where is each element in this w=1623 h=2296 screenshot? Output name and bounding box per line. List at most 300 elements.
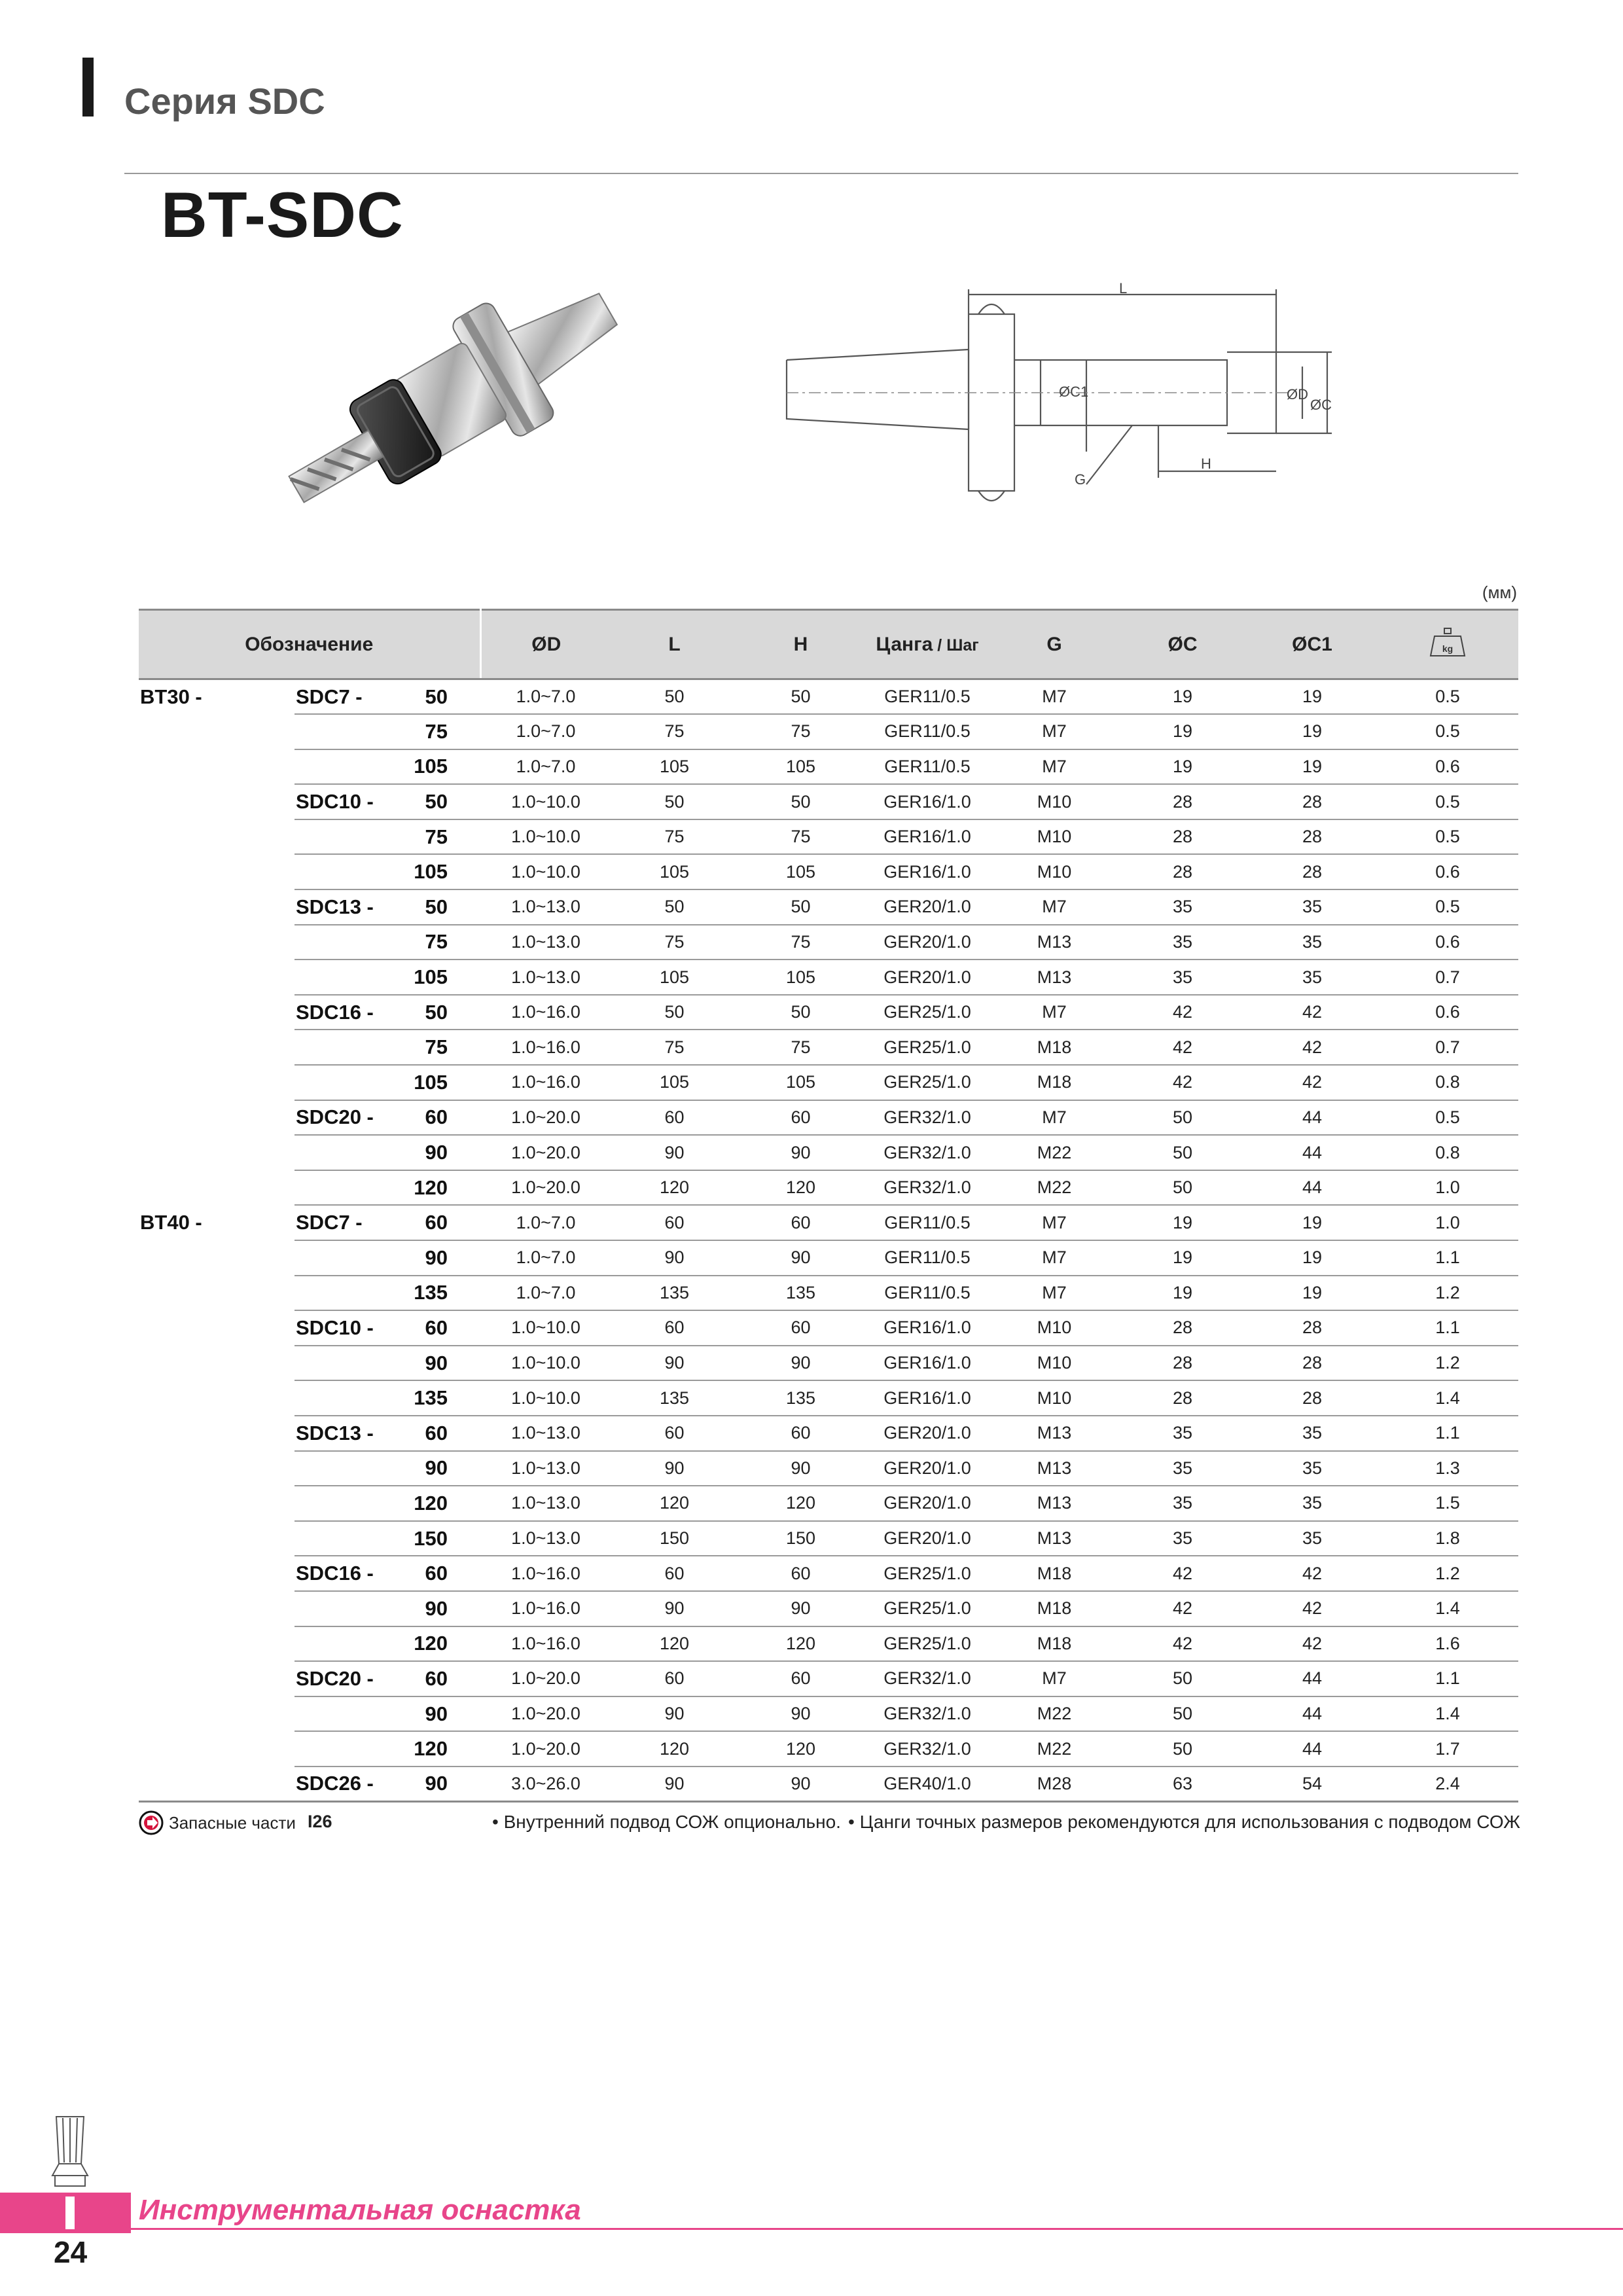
table-row <box>139 854 1518 889</box>
size-cell: SDC20 - <box>294 1100 412 1136</box>
d-cell: 1.0~7.0 <box>480 679 611 715</box>
series-cell: BT30 - <box>140 685 202 709</box>
collet-cell: GER25/1.0 <box>864 1065 991 1100</box>
l-cell: 50 <box>611 784 738 819</box>
header-c: ØC <box>1118 610 1247 679</box>
size-cell <box>294 749 412 785</box>
series-cell <box>139 784 294 819</box>
l-cell: 75 <box>611 925 738 960</box>
length-cell: 60 <box>412 1556 480 1591</box>
d-cell: 1.0~10.0 <box>480 854 611 889</box>
length-cell: 90 <box>412 1696 480 1732</box>
l-cell: 105 <box>611 960 738 995</box>
l-cell: 105 <box>611 1065 738 1100</box>
label-C: ØC <box>1310 397 1332 413</box>
kg-cell: 2.4 <box>1377 1767 1518 1802</box>
d-cell: 1.0~20.0 <box>480 1100 611 1136</box>
d-cell: 1.0~20.0 <box>480 1661 611 1696</box>
table-row <box>139 1451 1518 1486</box>
kg-cell: 0.6 <box>1377 854 1518 889</box>
kg-cell: 1.6 <box>1377 1626 1518 1662</box>
header-collet-sub: / Шаг <box>933 636 979 655</box>
c-cell: 42 <box>1118 1030 1247 1065</box>
collet-cell: GER32/1.0 <box>864 1696 991 1732</box>
weight-unit: kg <box>1442 643 1454 654</box>
c-cell: 35 <box>1118 889 1247 925</box>
header-d: ØD <box>480 610 611 679</box>
kg-cell: 0.7 <box>1377 1030 1518 1065</box>
kg-cell: 1.7 <box>1377 1731 1518 1767</box>
collet-cell: GER20/1.0 <box>864 925 991 960</box>
length-cell: 90 <box>412 1591 480 1626</box>
units-label: (мм) <box>1482 583 1517 602</box>
l-cell: 60 <box>611 1100 738 1136</box>
d-cell: 1.0~16.0 <box>480 1065 611 1100</box>
header-l: L <box>611 610 738 679</box>
length-cell: 50 <box>412 889 480 925</box>
size-cell <box>294 714 412 749</box>
g-cell: M10 <box>991 1346 1118 1381</box>
precision-collet-note: • Цанги точных размеров рекомендуются для использования с подводом СОЖ <box>848 1812 1520 1832</box>
collet-cell: GER20/1.0 <box>864 889 991 925</box>
c1-cell: 44 <box>1247 1100 1377 1136</box>
g-cell: M18 <box>991 1626 1118 1662</box>
l-cell: 120 <box>611 1170 738 1206</box>
header-divider <box>124 173 1518 174</box>
kg-cell: 1.4 <box>1377 1591 1518 1626</box>
c-cell: 42 <box>1118 1065 1247 1100</box>
c1-cell: 19 <box>1247 1276 1377 1311</box>
l-cell: 120 <box>611 1626 738 1662</box>
table-row <box>139 1205 1518 1240</box>
label-L: L <box>1119 280 1128 296</box>
length-cell: 90 <box>412 1767 480 1802</box>
h-cell: 60 <box>738 1556 864 1591</box>
length-cell: 75 <box>412 1030 480 1065</box>
l-cell: 105 <box>611 749 738 785</box>
length-cell: 50 <box>412 679 480 715</box>
c1-cell: 19 <box>1247 1240 1377 1276</box>
c-cell: 42 <box>1118 995 1247 1030</box>
c1-cell: 19 <box>1247 1205 1377 1240</box>
h-cell: 120 <box>738 1626 864 1662</box>
collet-cell: GER11/0.5 <box>864 679 991 715</box>
header-g: G <box>991 610 1118 679</box>
series-cell <box>139 1556 294 1591</box>
c1-cell: 42 <box>1247 1030 1377 1065</box>
collet-cell: GER20/1.0 <box>864 1521 991 1556</box>
c-cell: 42 <box>1118 1556 1247 1591</box>
table-row <box>139 995 1518 1030</box>
c1-cell: 19 <box>1247 714 1377 749</box>
h-cell: 60 <box>738 1661 864 1696</box>
table-body <box>139 679 1518 1802</box>
g-cell: M22 <box>991 1170 1118 1206</box>
table-row <box>139 819 1518 855</box>
g-cell: M7 <box>991 714 1118 749</box>
table-row <box>139 1380 1518 1416</box>
size-cell <box>294 1170 412 1206</box>
kg-cell: 1.5 <box>1377 1486 1518 1521</box>
l-cell: 90 <box>611 1591 738 1626</box>
g-cell: M10 <box>991 854 1118 889</box>
h-cell: 75 <box>738 714 864 749</box>
c1-cell: 28 <box>1247 1380 1377 1416</box>
series-cell <box>139 1486 294 1521</box>
length-cell: 105 <box>412 854 480 889</box>
d-cell: 1.0~16.0 <box>480 1591 611 1626</box>
g-cell: M18 <box>991 1030 1118 1065</box>
size-cell <box>294 1240 412 1276</box>
c1-cell: 44 <box>1247 1731 1377 1767</box>
series-cell: BT40 - <box>140 1211 202 1234</box>
d-cell: 1.0~20.0 <box>480 1731 611 1767</box>
c1-cell: 42 <box>1247 1591 1377 1626</box>
series-cell <box>139 1731 294 1767</box>
c1-cell: 44 <box>1247 1661 1377 1696</box>
table-row <box>139 1346 1518 1381</box>
d-cell: 1.0~16.0 <box>480 995 611 1030</box>
length-cell: 50 <box>412 995 480 1030</box>
label-D: ØD <box>1287 386 1308 403</box>
l-cell: 90 <box>611 1451 738 1486</box>
length-cell: 60 <box>412 1416 480 1451</box>
l-cell: 60 <box>611 1205 738 1240</box>
series-cell <box>139 1696 294 1732</box>
page-number: 24 <box>54 2235 88 2269</box>
g-cell: M10 <box>991 784 1118 819</box>
series-cell <box>139 995 294 1030</box>
d-cell: 1.0~16.0 <box>480 1626 611 1662</box>
spare-parts-label: Запасные части <box>169 1813 296 1833</box>
size-cell <box>294 1451 412 1486</box>
series-cell <box>139 1767 294 1802</box>
c-cell: 50 <box>1118 1170 1247 1206</box>
size-cell <box>294 1380 412 1416</box>
series-cell <box>139 1416 294 1451</box>
l-cell: 105 <box>611 854 738 889</box>
g-cell: M7 <box>991 995 1118 1030</box>
header-weight <box>1377 610 1518 679</box>
c1-cell: 28 <box>1247 854 1377 889</box>
h-cell: 50 <box>738 784 864 819</box>
kg-cell: 1.2 <box>1377 1556 1518 1591</box>
g-cell: M7 <box>991 1240 1118 1276</box>
series-cell <box>139 714 294 749</box>
collet-cell: GER25/1.0 <box>864 1030 991 1065</box>
collet-cell: GER16/1.0 <box>864 819 991 855</box>
h-cell: 135 <box>738 1276 864 1311</box>
c-cell: 19 <box>1118 1240 1247 1276</box>
d-cell: 1.0~20.0 <box>480 1696 611 1732</box>
d-cell: 1.0~7.0 <box>480 1205 611 1240</box>
h-cell: 90 <box>738 1591 864 1626</box>
g-cell: M7 <box>991 749 1118 785</box>
kg-cell: 1.1 <box>1377 1416 1518 1451</box>
collet-cell: GER11/0.5 <box>864 1240 991 1276</box>
c-cell: 42 <box>1118 1591 1247 1626</box>
specification-table <box>139 609 1518 1803</box>
series-cell <box>139 1626 294 1662</box>
c-cell: 50 <box>1118 1696 1247 1732</box>
h-cell: 60 <box>738 1416 864 1451</box>
h-cell: 75 <box>738 1030 864 1065</box>
series-cell <box>139 889 294 925</box>
length-cell: 90 <box>412 1346 480 1381</box>
c1-cell: 35 <box>1247 889 1377 925</box>
collet-cell: GER11/0.5 <box>864 1276 991 1311</box>
g-cell: M22 <box>991 1135 1118 1170</box>
c-cell: 50 <box>1118 1135 1247 1170</box>
table-row <box>139 1030 1518 1065</box>
size-cell <box>294 1276 412 1311</box>
arrow-right-circle-icon <box>139 1810 164 1835</box>
collet-cell: GER20/1.0 <box>864 960 991 995</box>
d-cell: 1.0~10.0 <box>480 819 611 855</box>
series-cell <box>139 1346 294 1381</box>
size-cell <box>294 1591 412 1626</box>
table-row <box>139 1626 1518 1662</box>
size-cell: SDC13 - <box>294 889 412 925</box>
collet-cell: GER32/1.0 <box>864 1170 991 1206</box>
size-cell: SDC20 - <box>294 1661 412 1696</box>
series-cell <box>139 1310 294 1346</box>
table-row <box>139 1416 1518 1451</box>
size-cell: SDC16 - <box>294 995 412 1030</box>
collet-cell: GER25/1.0 <box>864 1626 991 1662</box>
g-cell: M10 <box>991 1310 1118 1346</box>
table-row <box>139 679 1518 715</box>
series-cell <box>139 1030 294 1065</box>
h-cell: 90 <box>738 1767 864 1802</box>
collet-cell: GER25/1.0 <box>864 1556 991 1591</box>
size-cell <box>294 1346 412 1381</box>
c-cell: 50 <box>1118 1661 1247 1696</box>
l-cell: 90 <box>611 1696 738 1732</box>
series-cell <box>139 854 294 889</box>
l-cell: 60 <box>611 1661 738 1696</box>
table-row <box>139 1170 1518 1206</box>
kg-cell: 0.8 <box>1377 1135 1518 1170</box>
series-cell <box>139 925 294 960</box>
collet-cell: GER16/1.0 <box>864 784 991 819</box>
c-cell: 35 <box>1118 925 1247 960</box>
l-cell: 135 <box>611 1380 738 1416</box>
length-cell: 90 <box>412 1135 480 1170</box>
d-cell: 1.0~13.0 <box>480 925 611 960</box>
l-cell: 75 <box>611 819 738 855</box>
collet-cell: GER32/1.0 <box>864 1661 991 1696</box>
footer-section-title: Инструментальная оснастка <box>139 2194 581 2226</box>
kg-cell: 0.5 <box>1377 889 1518 925</box>
h-cell: 135 <box>738 1380 864 1416</box>
d-cell: 1.0~13.0 <box>480 1486 611 1521</box>
c1-cell: 44 <box>1247 1170 1377 1206</box>
c-cell: 28 <box>1118 1310 1247 1346</box>
l-cell: 90 <box>611 1240 738 1276</box>
series-cell <box>139 1065 294 1100</box>
table-row <box>139 1100 1518 1136</box>
table-row <box>139 960 1518 995</box>
h-cell: 120 <box>738 1486 864 1521</box>
c-cell: 28 <box>1118 819 1247 855</box>
l-cell: 150 <box>611 1521 738 1556</box>
g-cell: M18 <box>991 1591 1118 1626</box>
l-cell: 50 <box>611 889 738 925</box>
l-cell: 60 <box>611 1310 738 1346</box>
header-collet-main: Цанга <box>876 633 933 655</box>
table-row <box>139 1591 1518 1626</box>
c-cell: 19 <box>1118 1205 1247 1240</box>
table-header-row <box>139 610 1518 679</box>
g-cell: M7 <box>991 1205 1118 1240</box>
kg-cell: 1.3 <box>1377 1451 1518 1486</box>
c-cell: 50 <box>1118 1731 1247 1767</box>
d-cell: 1.0~20.0 <box>480 1170 611 1206</box>
collet-cell: GER11/0.5 <box>864 1205 991 1240</box>
c-cell: 35 <box>1118 1451 1247 1486</box>
g-cell: M7 <box>991 679 1118 715</box>
series-cell <box>139 1135 294 1170</box>
kg-cell: 0.6 <box>1377 925 1518 960</box>
length-cell: 60 <box>412 1100 480 1136</box>
c-cell: 28 <box>1118 1346 1247 1381</box>
d-cell: 1.0~7.0 <box>480 714 611 749</box>
table-row <box>139 714 1518 749</box>
c-cell: 28 <box>1118 1380 1247 1416</box>
table-row <box>139 1135 1518 1170</box>
c-cell: 28 <box>1118 784 1247 819</box>
c-cell: 35 <box>1118 1521 1247 1556</box>
length-cell: 120 <box>412 1626 480 1662</box>
table-row <box>139 1240 1518 1276</box>
c-cell: 50 <box>1118 1100 1247 1136</box>
table-row <box>139 1731 1518 1767</box>
size-cell <box>294 1135 412 1170</box>
c-cell: 35 <box>1118 1416 1247 1451</box>
length-cell: 60 <box>412 1661 480 1696</box>
table-row <box>139 1486 1518 1521</box>
c1-cell: 28 <box>1247 1346 1377 1381</box>
collet-cell: GER32/1.0 <box>864 1731 991 1767</box>
l-cell: 60 <box>611 1556 738 1591</box>
g-cell: M7 <box>991 1276 1118 1311</box>
kg-cell: 0.5 <box>1377 679 1518 715</box>
length-cell: 60 <box>412 1310 480 1346</box>
g-cell: M7 <box>991 1661 1118 1696</box>
l-cell: 120 <box>611 1486 738 1521</box>
length-cell: 135 <box>412 1380 480 1416</box>
size-cell: SDC7 - <box>294 679 412 715</box>
collet-cell: GER11/0.5 <box>864 749 991 785</box>
series-cell <box>139 1661 294 1696</box>
h-cell: 75 <box>738 819 864 855</box>
c-cell: 35 <box>1118 1486 1247 1521</box>
c1-cell: 54 <box>1247 1767 1377 1802</box>
kg-cell: 0.5 <box>1377 1100 1518 1136</box>
table-row <box>139 925 1518 960</box>
c1-cell: 35 <box>1247 960 1377 995</box>
size-cell <box>294 1731 412 1767</box>
collet-cell: GER20/1.0 <box>864 1451 991 1486</box>
kg-cell: 1.4 <box>1377 1696 1518 1732</box>
c1-cell: 35 <box>1247 1521 1377 1556</box>
l-cell: 75 <box>611 1030 738 1065</box>
c-cell: 63 <box>1118 1767 1247 1802</box>
c1-cell: 28 <box>1247 1310 1377 1346</box>
h-cell: 90 <box>738 1135 864 1170</box>
series-title: Серия SDC <box>124 81 325 122</box>
series-cell <box>139 1100 294 1136</box>
kg-cell: 1.1 <box>1377 1310 1518 1346</box>
c1-cell: 42 <box>1247 1556 1377 1591</box>
h-cell: 90 <box>738 1346 864 1381</box>
label-H: H <box>1201 456 1211 472</box>
size-cell <box>294 960 412 995</box>
d-cell: 3.0~26.0 <box>480 1767 611 1802</box>
c1-cell: 42 <box>1247 1065 1377 1100</box>
c1-cell: 19 <box>1247 679 1377 715</box>
series-cell <box>139 1591 294 1626</box>
l-cell: 50 <box>611 679 738 715</box>
c1-cell: 28 <box>1247 784 1377 819</box>
length-cell: 120 <box>412 1731 480 1767</box>
table-row <box>139 1696 1518 1732</box>
size-cell: SDC26 - <box>294 1767 412 1802</box>
d-cell: 1.0~13.0 <box>480 889 611 925</box>
h-cell: 150 <box>738 1521 864 1556</box>
h-cell: 105 <box>738 749 864 785</box>
table-row <box>139 1767 1518 1802</box>
l-cell: 50 <box>611 995 738 1030</box>
length-cell: 105 <box>412 749 480 785</box>
size-cell: SDC10 - <box>294 784 412 819</box>
header-collet <box>864 610 991 679</box>
collet-cell: GER40/1.0 <box>864 1767 991 1802</box>
table-row <box>139 1310 1518 1346</box>
d-cell: 1.0~16.0 <box>480 1030 611 1065</box>
l-cell: 75 <box>611 714 738 749</box>
h-cell: 50 <box>738 679 864 715</box>
c-cell: 28 <box>1118 854 1247 889</box>
collet-cell: GER16/1.0 <box>864 1310 991 1346</box>
h-cell: 75 <box>738 925 864 960</box>
kg-cell: 1.4 <box>1377 1380 1518 1416</box>
size-cell: SDC16 - <box>294 1556 412 1591</box>
l-cell: 60 <box>611 1416 738 1451</box>
collet-icon <box>47 2113 93 2191</box>
product-title: BT-SDC <box>161 179 404 251</box>
h-cell: 120 <box>738 1731 864 1767</box>
g-cell: M13 <box>991 960 1118 995</box>
kg-cell: 0.6 <box>1377 995 1518 1030</box>
size-cell: SDC7 - <box>294 1205 412 1240</box>
series-cell <box>139 1276 294 1311</box>
g-cell: M28 <box>991 1767 1118 1802</box>
g-cell: M7 <box>991 889 1118 925</box>
table-row <box>139 749 1518 785</box>
d-cell: 1.0~20.0 <box>480 1135 611 1170</box>
g-cell: M10 <box>991 1380 1118 1416</box>
g-cell: M13 <box>991 925 1118 960</box>
collet-cell: GER11/0.5 <box>864 714 991 749</box>
spare-parts-page-link[interactable]: I26 <box>308 1812 332 1831</box>
c1-cell: 19 <box>1247 749 1377 785</box>
length-cell: 105 <box>412 1065 480 1100</box>
g-cell: M13 <box>991 1521 1118 1556</box>
table-row <box>139 889 1518 925</box>
kg-cell: 0.6 <box>1377 749 1518 785</box>
